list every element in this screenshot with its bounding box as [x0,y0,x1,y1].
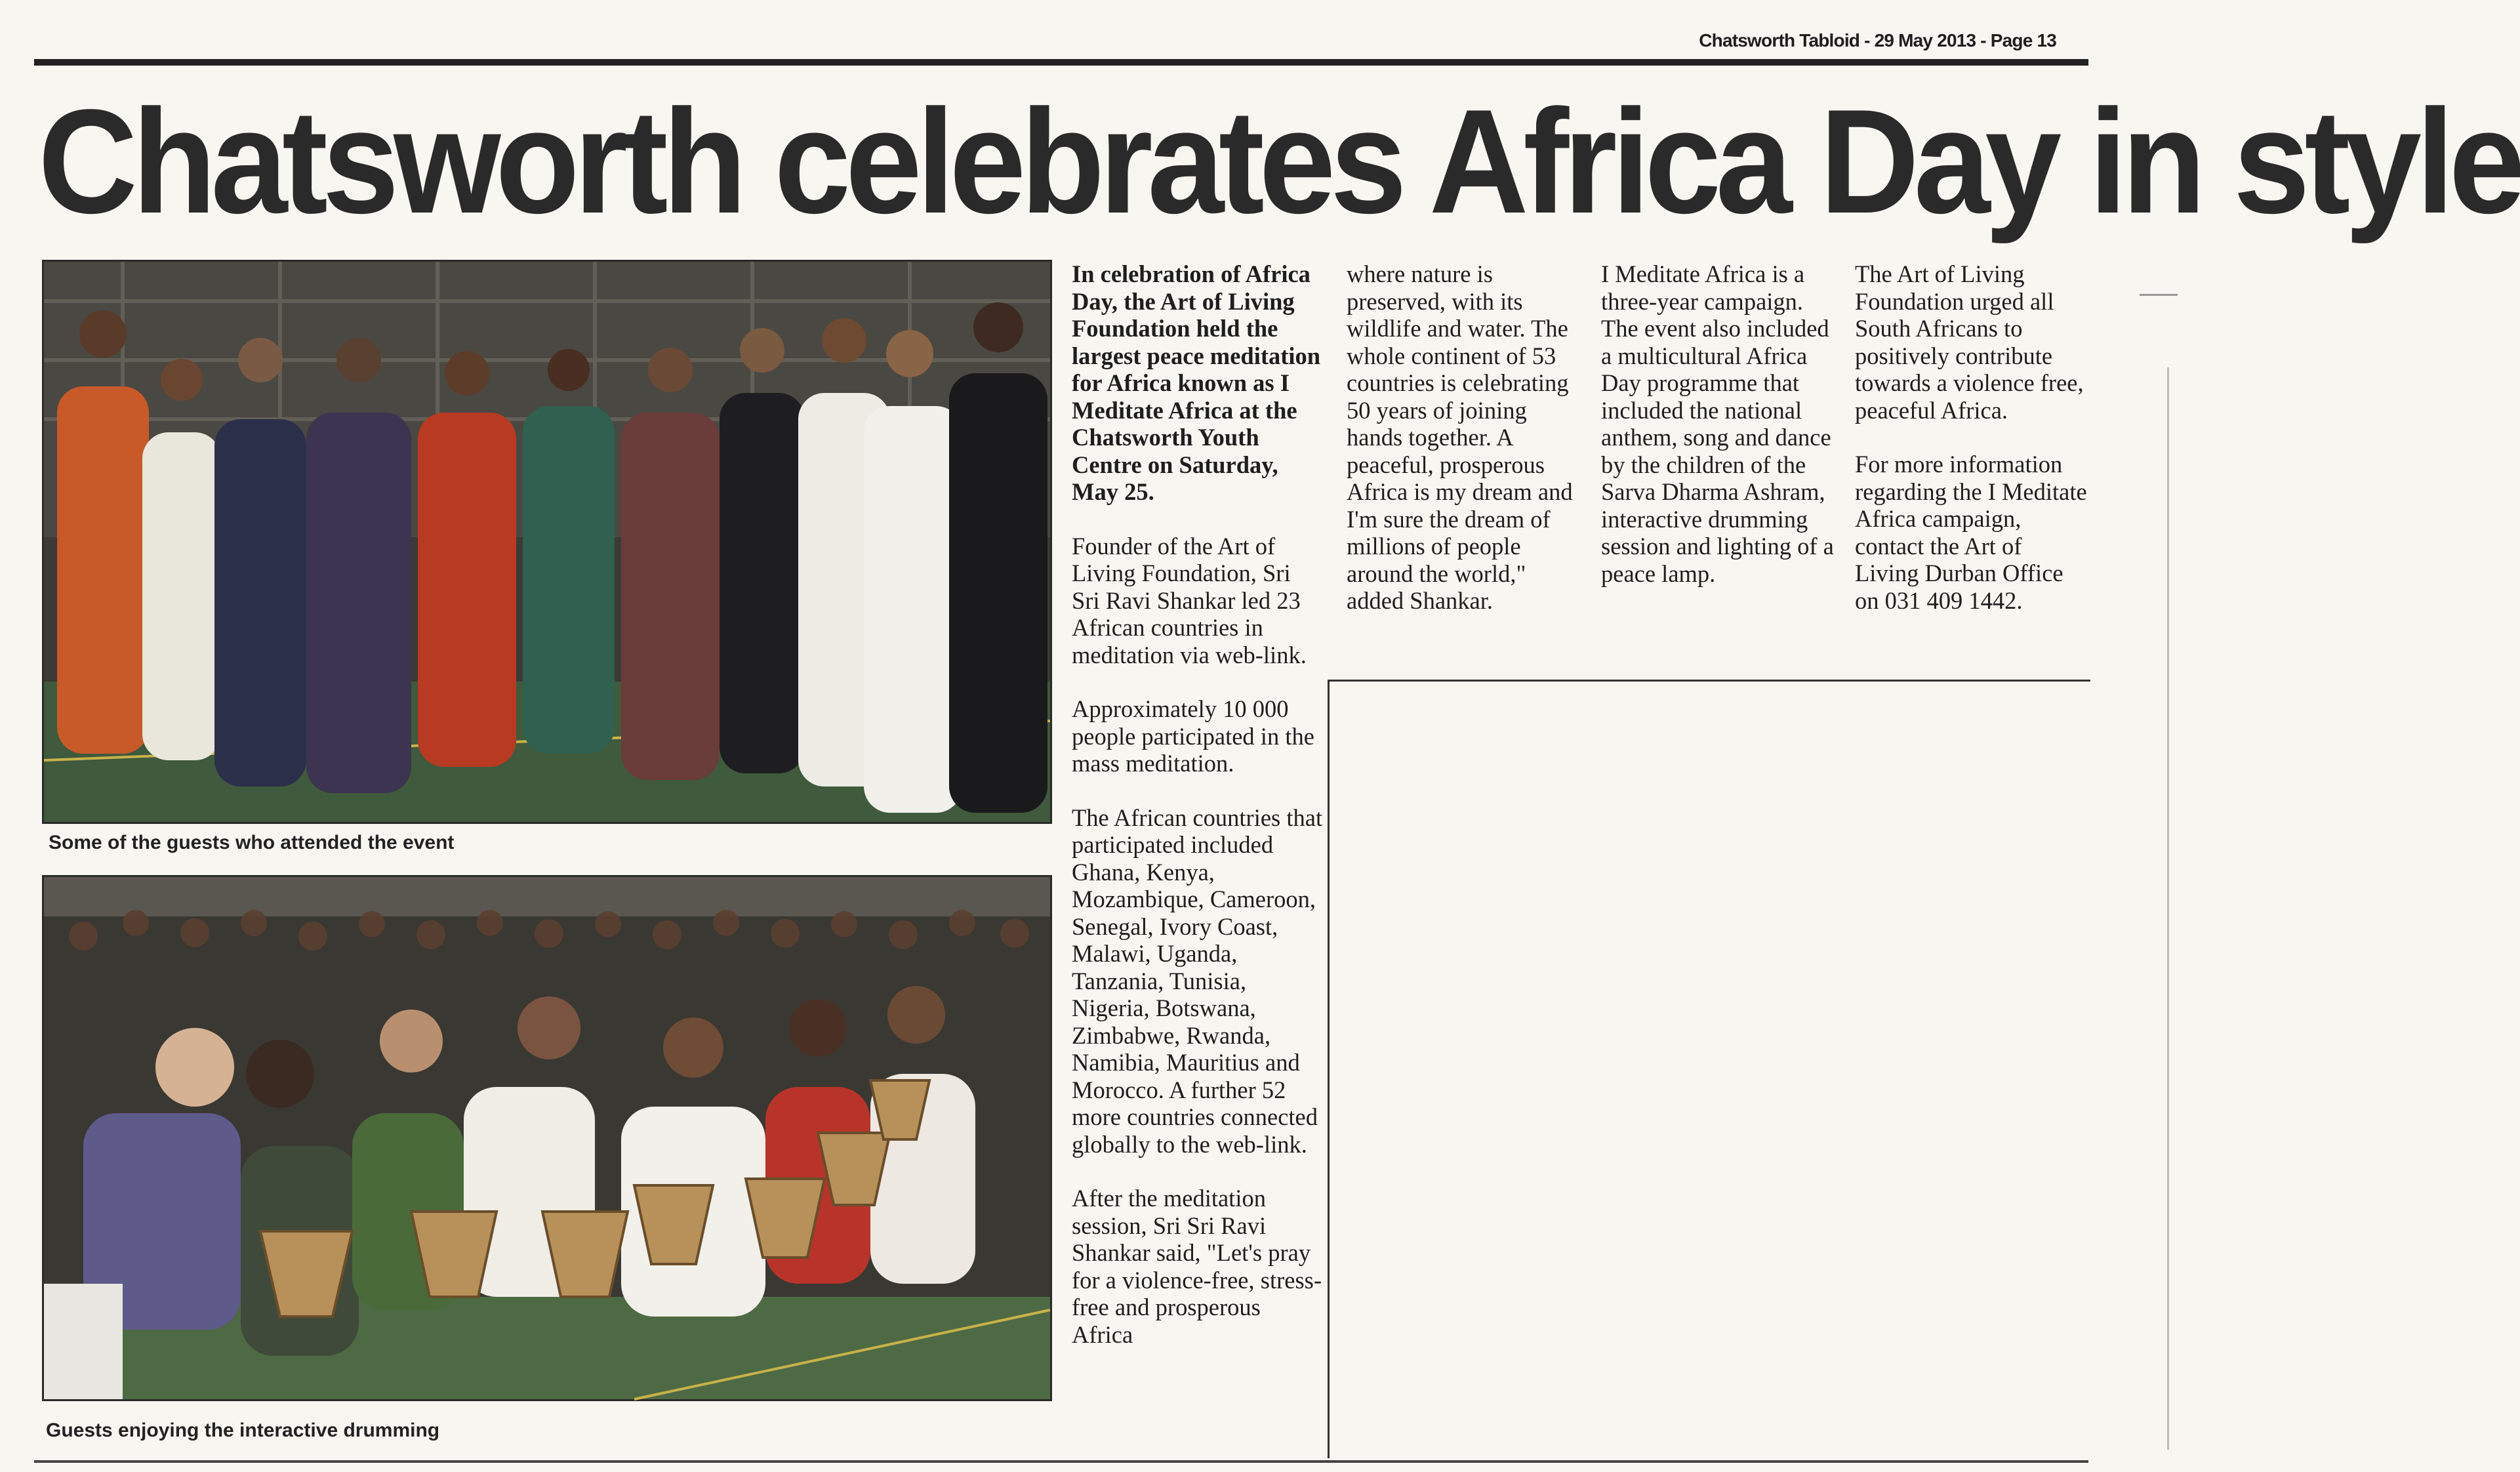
article-column-3 [1601,260,1844,614]
article-column-4 [1855,260,2091,641]
article-paragraph: After the meditation session, Sri Sri Ravi Shankar said, "Let's pray for a violence-free, stress-free and prosperous Africa [1072,1185,1322,1348]
article-paragraph: For more information regarding the I Meditate Africa campaign, contact the Art of Living Durban Office on 031 409 1442. [1855,451,2087,614]
drumming-photo [42,875,1052,1401]
top-rule [34,59,2088,66]
article-paragraph: where nature is preserved, with its wildlife and water. The whole continent of 53 countries is celebrating 50 years of joining hands together. A peaceful, prosperous Africa is my dream and I'm sure the dream of millions of people around the world," added Shankar. [1347,260,1573,614]
empty-ad-space [1328,680,2090,1458]
article-paragraph: Founder of the Art of Living Foundation, Sri Sri Ravi Shankar led 23 African countries in meditation via web-link. [1072,532,1307,668]
scan-edge-mark [2140,294,2178,296]
headline: Chatsworth celebrates Africa Day in style [38,78,2520,244]
guests-group-photo [42,260,1052,824]
page-folio: Chatsworth Tabloid - 29 May 2013 - Page 13 [1699,30,2056,51]
guests-group-photo-image [44,262,1050,822]
article-paragraph: I Meditate Africa is a three-year campaign. The event also included a multicultural Africa Day programme that included the national anthem, song and dance by the children of the Sarva Dharma Ashram, interactive drumming session and lighting of a peace lamp. [1601,260,1834,587]
photo-caption-drumming: Guests enjoying the interactive drumming [46,1420,440,1441]
scan-edge-line [2167,367,2169,1450]
photo-caption-guests: Some of the guests who attended the event [49,832,455,853]
article-paragraph: Approximately 10 000 people participated in the mass meditation. [1072,695,1314,777]
article-paragraph: The Art of Living Foundation urged all South Africans to positively contribute towards a violence free, peaceful Africa. [1855,260,2084,424]
article-column-2 [1347,260,1583,642]
drumming-photo-image [44,877,1050,1399]
article-paragraph: The African countries that participated included Ghana, Kenya, Mozambique, Cameroon, Senegal, Ivory Coast, Malawi, Uganda, Tanzania, Tunisia, Nigeria, Botswana, Zimbabwe, Rwanda, Namibia, Mauritius and Morocco. A further 52 more countries connected globally to the web-link. [1072,804,1323,1158]
article-lead: In celebration of Africa Day, the Art of Living Foundation held the largest peace meditation for Africa known as I Meditate Africa at the Chatsworth Youth Centre on Saturday, May 25. [1072,260,1321,505]
article-column-1 [1072,260,1324,1375]
bottom-rule [34,1460,2088,1463]
